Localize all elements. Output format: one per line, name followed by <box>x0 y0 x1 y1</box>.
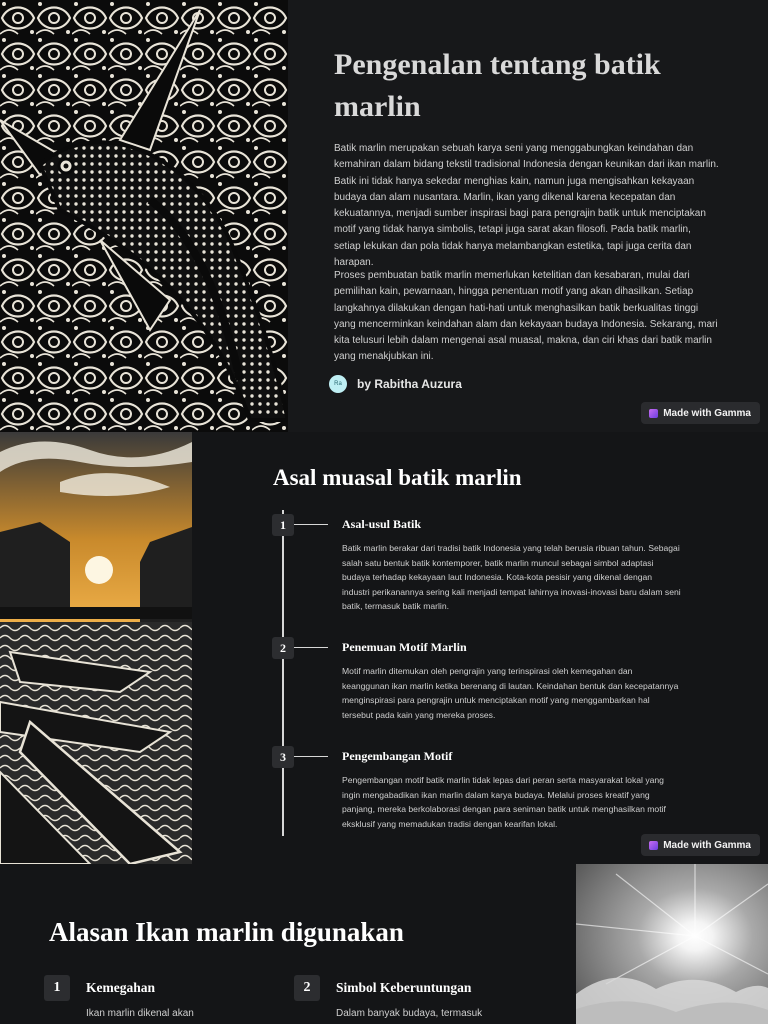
made-with-gamma-label: Made with Gamma <box>663 839 751 851</box>
timeline-number: 3 <box>272 746 294 768</box>
timeline-line <box>282 510 284 836</box>
slide-origin <box>0 432 768 864</box>
reason-body: Dalam banyak budaya, termasuk <box>336 1008 483 1019</box>
section-title-origin: Asal muasal batik marlin <box>273 465 522 490</box>
slide-reasons <box>0 864 768 1024</box>
reason-number: 2 <box>294 975 320 1001</box>
timeline-heading: Asal-usul Batik <box>342 517 422 531</box>
author-byline <box>329 375 462 393</box>
harbor-boats-illustration <box>0 432 192 864</box>
timeline-number: 1 <box>272 514 294 536</box>
timeline-number: 2 <box>272 637 294 659</box>
gamma-logo-icon <box>649 409 658 418</box>
reason-body: Ikan marlin dikenal akan <box>86 1008 194 1019</box>
made-with-gamma-button[interactable] <box>641 402 760 424</box>
made-with-gamma-button[interactable] <box>641 834 760 856</box>
section-title-reasons: Alasan Ikan marlin digunakan <box>49 917 404 947</box>
timeline-connector <box>294 756 328 757</box>
timeline-body: Batik marlin berakar dari tradisi batik Indonesia yang telah berusia ribuan tahun. Sebagai salah satu bentuk batik kontemporer, batik marlin muncul sebagai simbol adaptasi budaya terhadap kekayaan laut Indonesia. Kota-kota pesisir yang dikenal dengan industri perikanannya sering kali menjadi tempat lahirnya inovasi-inovasi baru dalam seni batik, termasuk batik marlin. <box>342 543 681 612</box>
slide-intro <box>0 0 768 432</box>
reason-number: 1 <box>44 975 70 1001</box>
page-title: Pengenalan tentang batik marlin <box>334 48 661 123</box>
reason-heading: Kemegahan <box>86 980 155 995</box>
gamma-logo-icon <box>649 841 658 850</box>
intro-paragraph-1: Batik marlin merupakan sebuah karya seni yang menggabungkan keindahan dan kemahiran dalam bidang tekstil tradisional Indonesia dengan keunikan dari ikan marlin. Batik ini tidak hanya sekedar menghias kain, namun juga mengisahkan kekayaan budaya dan alam nusantara. Marlin, ikan yang dikenal karena kecepatan dan kekuatannya, menjadi sumber inspirasi bagi para pengrajin batik untuk menciptakan motif yang tidak hanya simbolis, tetapi juga sarat akan filosofi. Pada batik marlin, setiap lekukan dan pola tidak hanya melambangkan estetika, tapi juga cerita dan harapan. <box>334 143 719 269</box>
marlin-batik-illustration <box>0 0 288 432</box>
timeline-heading: Penemuan Motif Marlin <box>342 640 467 654</box>
intro-paragraph-2: Proses pembuatan batik marlin memerlukan ketelitian dan kesabaran, mulai dari pemilihan kain, pewarnaan, hingga penentuan motif yang akan dihasilkan. Setiap langkahnya dilakukan dengan hati-hati untuk menghasilkan batik berkualitas tinggi yang mencerminkan keindahan alam dan kekayaan budaya Indonesia. Sekarang, mari kita telusuri lebih dalam mengenai asal muasal, makna, dan ciri khas dari batik marlin yang menakjubkan ini. <box>334 270 718 363</box>
timeline-connector <box>294 524 328 525</box>
avatar: Ra <box>329 375 347 393</box>
reason-heading: Simbol Keberuntungan <box>336 980 472 995</box>
timeline-body: Pengembangan motif batik marlin tidak lepas dari peran serta masyarakat lokal yang ingin mengabadikan ikan marlin dalam karya budaya. Melalui proses kreatif yang panjang, mereka berkolaborasi dengan para seniman batik untuk menghasilkan motif eksklusif yang memadukan tradisi dengan kearifan lokal. <box>342 775 666 829</box>
timeline-body: Motif marlin ditemukan oleh pengrajin yang terinspirasi oleh kemegahan dan keanggunan ikan marlin ketika berenang di lautan. Keindahan bentuk dan kecepatannya menginspirasi para pengrajin untuk menciptakan motif yang menggambarkan hal tersebut pada kain yang mereka proses. <box>342 666 679 720</box>
made-with-gamma-label: Made with Gamma <box>663 407 751 419</box>
timeline-heading: Pengembangan Motif <box>342 749 453 763</box>
timeline-connector <box>294 647 328 648</box>
author-name: by Rabitha Auzura <box>357 377 462 391</box>
sun-clouds-image <box>576 864 768 1024</box>
